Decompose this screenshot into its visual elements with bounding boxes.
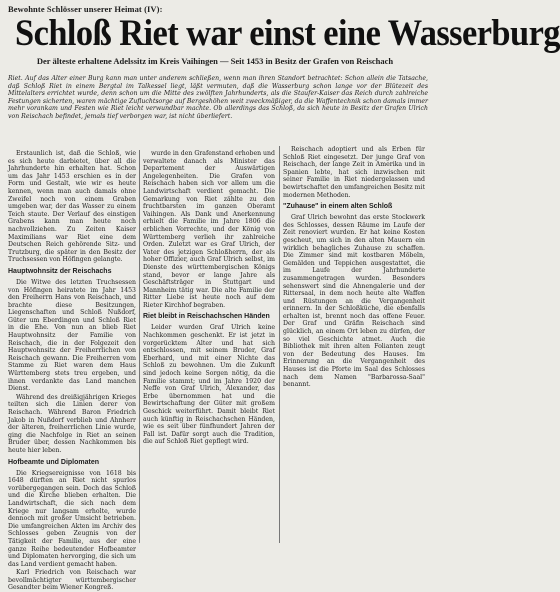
- article-headline: Schloß Riet war einst eine Wasserburg: [15, 13, 560, 54]
- body-paragraph: Erstaunlich ist, daß die Schloß, wie es sich heute darbietet, über all die Jahrhunderte hin erhalten hat. Schon um das Jahr 1453 erschien es in der Form und Gestalt, wie wir es heute kennen, wenn man auch damals ohne Zweifel noch von einem Graben umgeben war, der das Wasser zu einem Teich staute. Der Verlauf des einstigen Grabens kann man heute noch nachvollziehen. Zu Zeiten Kaiser Maximilians war Riet eine dem Deutschen Reich gehörende Sitz- und Trutzburg, die später in den Besitz der Truchsessen von Höfingen gelangte.: [8, 150, 136, 264]
- body-paragraph: Reischach adoptiert und als Erben für Schloß Riet eingesetzt. Der junge Graf von Reischach, der lange Zeit in Amerika und in Spanien lebte, hat sich inzwischen mit seiner Familie in Riet niedergelassen und bewirtschaftet den umfangreichen Besitz mit modernen Methoden.: [283, 146, 425, 199]
- text-column-2: [143, 150, 275, 543]
- body-paragraph: Graf Ulrich bewohnt das erste Stockwerk des Schlosses, dessen Räume im Laufe der Zeit renoviert wurden. Er hat keine Kosten gescheut, um sich in den alten Mauern ein wirklich behagliches Zuhause zu schaffen. Die Zimmer sind mit kostbaren Möbeln, Gemälden und Teppichen ausgestattet, die im Laufe der Jahrhunderte zusammengetragen wurden. Besonders sehenswert sind die Ahnengalerie und der Rittersaal, in dem noch heute alte Waffen und Rüstungen an die Vergangenheit erinnern. In der Schloßküche, die ebenfalls erhalten ist, brennt noch das offene Feuer. Der Graf und Gräfin Reischach sind glücklich, an einem Ort leben zu dürfen, der so viel Geschichte atmet. Auch die Bibliothek mit ihren alten Folianten zeugt von der Bedeutung des Hauses. Im Erinnerung an die Vergangenheit des Hauses ist die Pforte im Saal des Schlosses nach dem Namen "Barbarossa-Saal" benannt.: [283, 214, 425, 389]
- body-paragraph: wurde in den Grafenstand erhoben und verwaltete danach als Minister das Departement der Auswärtigen Angelegenheiten. Die Grafen von Reischach haben sich vor allem um die Landwirtschaft verdient gemacht. Die Gemarkung von Riet zählte zu den fruchtbarsten im ganzen Oberamt Vaihingen. Als Dank und Anerkennung erhielt die Familie im Jahre 1806 die erblichen Vorrechte, und der König von Württemberg verlieh ihr zahlreiche Orden. Zuletzt war es Graf Ulrich, der Vater des jetzigen Schloßherrn, der als hoher Offizier, auch Graf Ulrich selbst, im Dienste des württembergischen Königs stand, bevor er lange Jahre als Geschäftsträger in Stuttgart und Mannheim tätig war. Die alte Familie der Ritter Liebe ist heute noch auf dem Rieter Kirchhof begraben.: [143, 150, 275, 309]
- section-heading: Hauptwohnsitz der Reischachs: [8, 267, 112, 275]
- body-paragraph: Leider wurden Graf Ulrich keine Nachkommen geschenkt. Er ist jetzt in vorgerücktem Alter und hat sich entschlossen, mit seinem Bruder, Graf Eberhard, und mit einer Nichte das Schloß zu bewohnen. Um die Zukunft sind jedoch keine Sorgen nötig, da die Familie stammt; und im Jahre 1920 der Neffe von Graf Ulrich, Alexander, das Erbe übernommen hat und die Bewirtschaftung der Güter mit großem Geschick weiterführt. Damit bleibt Riet auch künftig in Reischachschen Händen, wie es seit über fünfhundert Jahren der Fall ist. Dafür sorgt auch die Tradition, die auf Schloß Riet gepflegt wird.: [143, 324, 275, 446]
- section-heading: "Zuhause" in einem alten Schloß: [283, 203, 393, 211]
- column-divider: [139, 150, 140, 543]
- series-kicker: Bewohnte Schlösser unserer Heimat (IV):: [8, 4, 163, 14]
- section-heading: Riet bleibt in Reischachschen Händen: [143, 313, 270, 321]
- section-heading: Hofbeamte und Diplomaten: [8, 458, 100, 466]
- body-paragraph: Während des dreißigjährigen Krieges teilten sich die Linien derer von Reischach. Während Baron Friedrich Jakob in Nußdorf verblieb und Ahnherr der älteren, freiherrlichen Linie wurde, ging die Nachfolge in Riet an seinen Bruder über, dessen Nachkommen bis heute hier leben.: [8, 393, 136, 454]
- text-column-3: [283, 146, 425, 543]
- body-paragraph: Karl Friedrich von Reischach war bevollmächtigter württembergischer Gesandter beim Wiener Kongreß.: [8, 569, 136, 592]
- article-subheadline: Der älteste erhaltene Adelssitz im Kreis Vaihingen — Seit 1453 in Besitz der Grafen von Reischach: [36, 56, 394, 66]
- lead-paragraph: Riet. Auf das Alter einer Burg kann man unter anderem schließen, wenn man ihren Standort betrachtet: Schon allein die Tatsache, daß Schloß Riet in einem Bergtal im Talkessel liegt, läßt vermuten, daß die Wasserburg schon lange vor der Blütezeit des Mittelalters errichtet wurde, denn schon um die Mitte des zwölften Jahrhunderts, als die Staufer-Kaiser das Reich durch zahlreiche Festungen sicherten, waren mächtige Zufluchtsorge auf Bergeshöhen weit zweckmäßiger, da die Waffentechnik schon damals immer mehr vorankam und Festen wie Riet leicht verwundbar machte. Ob allerdings das Schloß, da sich heute in Besitz der Grafen Ulrich von Reischach befindet, jemals tief verborgen war, ist nicht überliefert.: [8, 75, 428, 120]
- column-divider: [279, 146, 280, 543]
- text-column-1: [8, 150, 136, 592]
- body-paragraph: Die Witwe des letzten Truchsessen von Höfingen heiratete im Jahr 1453 den Freiherrn Hans von Reischach, und brachte diese Besitzungen, Liegenschaften und Schloß Nußdorf, Güter um Eberdingen und Schloß Riet in die Ehe. Von nun an blieb Riet Hauptwohnsitz der Familie von Reischach, die in der Folgezeit den Hauptwohnsitz der Freiherrlichen von Reischach gewann. Die Freiherren vom Stamme zu Riet waren dem Haus Württemberg stets treu ergeben, und ihnen verdankte das Land manchen Dienst.: [8, 278, 136, 393]
- body-paragraph: Die Kriegsereignisse von 1618 bis 1648 dürften an Riet nicht spurlos vorübergegangen sein. Doch das Schloß und die Kirche blieben erhalten. Die Landwirtschaft, die sich nach dem Kriege nur langsam erholte, wurde dennoch mit großer Umsicht betrieben. Die umfangreichen Akten im Archiv des Schlosses geben Zeugnis von der Tätigkeit der Familie, aus der eine ganze Reihe bedeutender Hofbeamter und Diplomaten hervorging, die sich um das Land verdient gemacht haben.: [8, 469, 136, 568]
